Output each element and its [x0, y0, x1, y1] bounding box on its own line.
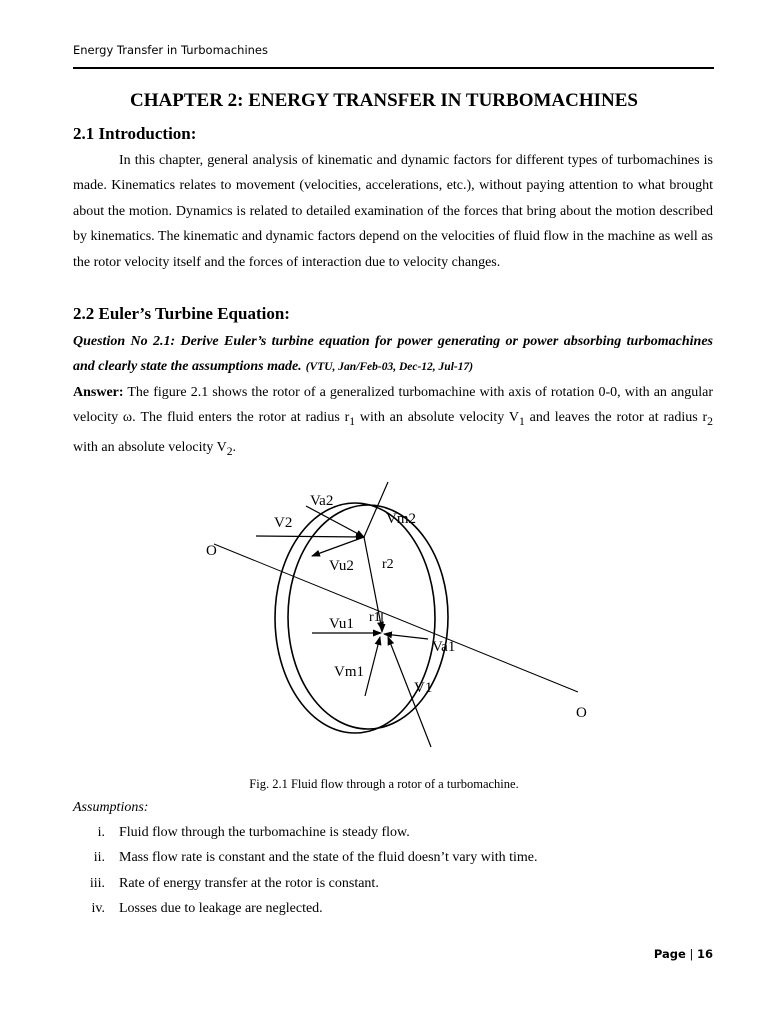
list-item-number: iv. [91, 901, 105, 917]
question-reference: (VTU, Jan/Feb-03, Dec-12, Jul-17) [305, 361, 474, 374]
answer-subscript-v1: 1 [519, 415, 525, 429]
answer-text-4: with an absolute velocity V [73, 439, 227, 455]
label-o-right: O [576, 705, 587, 721]
vm1-arrow [365, 637, 380, 696]
section-heading-euler: 2.2 Euler’s Turbine Equation: [73, 304, 290, 323]
page-label: Page [653, 947, 686, 961]
vu2-arrow [312, 537, 364, 556]
label-vu2: Vu2 [329, 558, 354, 574]
introduction-paragraph: In this chapter, general analysis of kinematic and dynamic factors for different types of turbomachines is made. Kinematics relates to movement (velocities, accelerations, etc.), without paying attention to what brought about the motion. Dynamics is related to detailed examination of the forces that bring about the motion described by kinematics. The kinematic and dynamic factors depend on the velocities of fluid flow in the machine as well as the rotor velocity itself and the forces of interaction due to velocity changes. [73, 153, 713, 270]
label-r1: r1 [369, 610, 381, 625]
section-heading-introduction: 2.1 Introduction: [73, 124, 197, 143]
label-va2: Va2 [310, 493, 334, 509]
label-o-left: O [206, 543, 217, 559]
axis-of-rotation-line [214, 544, 578, 692]
list-item [73, 820, 713, 845]
answer-subscript-v2: 2 [226, 444, 233, 458]
answer-text-3: and leaves the rotor at radius r [524, 410, 708, 426]
answer-text-2: with an absolute velocity V [355, 410, 519, 426]
list-item [73, 871, 713, 896]
chapter-title: CHAPTER 2: ENERGY TRANSFER IN TURBOMACHINES [130, 90, 638, 111]
list-item-text: Rate of energy transfer at the rotor is constant. [119, 875, 379, 891]
page-separator: | [689, 947, 694, 961]
v2-arrow [256, 536, 364, 537]
header-rule [73, 67, 714, 69]
label-vm1: Vm1 [334, 664, 364, 680]
answer-label: Answer: [73, 385, 124, 400]
label-r2: r2 [382, 557, 394, 572]
label-v1: V1 [414, 680, 433, 696]
list-item-number: ii. [93, 850, 105, 866]
answer-subscript-r2: 2 [707, 415, 713, 429]
answer-subscript-r1: 1 [349, 415, 356, 429]
page-number: 16 [696, 947, 713, 961]
running-header: Energy Transfer in Turbomachines [73, 43, 268, 57]
assumptions-list [73, 820, 713, 922]
answer-text-1: The figure 2.1 shows the rotor of a generalized turbomachine with axis of rotation 0-0, with an angular velocity ω. The fluid enters the rotor at radius r [73, 385, 713, 426]
list-item-text: Mass flow rate is constant and the state of the fluid doesn’t vary with time. [119, 850, 538, 866]
question-paragraph [73, 329, 713, 381]
label-vm2: Vm2 [386, 511, 416, 527]
list-item-text: Fluid flow through the turbomachine is steady flow. [119, 825, 410, 840]
label-v2: V2 [274, 515, 293, 531]
page-footer [654, 947, 713, 961]
va1-arrow [384, 634, 428, 639]
rotor-diagram [190, 470, 610, 760]
vm2-line [364, 482, 388, 537]
question-text: Question No 2.1: Derive Euler’s turbine equation for power generating or power absorbing turbomachines and clearly state the assumptions made. [73, 334, 713, 375]
assumptions-label: Assumptions: [73, 800, 149, 815]
list-item [73, 896, 713, 921]
label-vu1: Vu1 [329, 616, 354, 632]
list-item-text: Losses due to leakage are neglected. [119, 901, 323, 917]
list-item-number: iii. [89, 875, 105, 891]
list-item-number: i. [97, 825, 105, 840]
list-item [73, 845, 713, 870]
figure-rotor [190, 470, 610, 760]
answer-text-5: . [232, 439, 237, 455]
answer-paragraph [73, 380, 713, 464]
figure-caption: Fig. 2.1 Fluid flow through a rotor of a turbomachine. [249, 777, 519, 791]
label-va1: Va1 [432, 639, 456, 655]
